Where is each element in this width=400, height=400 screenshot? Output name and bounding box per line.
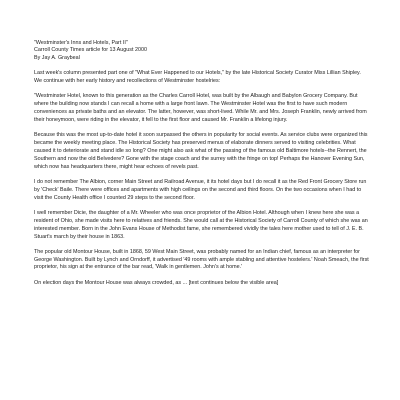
article-title: "Westminster's Inns and Hotels, Part II" xyxy=(34,40,128,46)
paragraph-intro: Last week's column presented part one of "What Ever Happened to our Hotels," by the late Historical Society Curator Miss Lillian Shipley. We continue with her early history and recollections of Westminster hostelries: xyxy=(34,70,361,85)
article-source: Carroll County Times article for 13 August 2000 xyxy=(34,47,147,54)
paragraph-montour-house: The popular old Montour House, built in 1868, 59 West Main Street, was probably named for an Indian chief, famous as an interpreter for George Washington. Built by Lynch and Orndorff, it advertised '49 rooms with ample stabling and attentive hostelers.' Noah Smeach, the first proprietor, his sign at the entrance of the bar read, 'Walk in gentlemen. John's at home.' xyxy=(34,248,369,271)
paragraph-popularity: Because this was the most up-to-date hotel it soon surpassed the others in popularity for social events. As service clubs were organized this became the weekly meeting place. The Historical Society has preserved menus of elaborate dinners served to visiting celebrities. What caused it to deteriorate and stand idle so long? One might also ask what of the passing of the famous old Baltimore hotels--the Rennert, the Southern and now the old Belvedere? Gone with the stage coach and the surrey with the fringe on top! Perhaps the Hanover Evening Sun, which now has headquarters there, might hear echoes of revels past. xyxy=(34,132,368,170)
paragraph-albion: I do not remember The Albion, corner Main Street and Railroad Avenue, it its hotel days but I do recall it as the Red Front Grocery Store run by 'Check' Baile. There were offices and apartments with high ceilings on the second and third floors. On the two occasions when I had to visit the County Health office I counted 29 steps to the second floor. xyxy=(34,178,367,201)
document-page xyxy=(34,40,369,295)
article-byline: By Jay A. Graybeal xyxy=(34,54,80,61)
article-header xyxy=(34,40,369,62)
paragraph-westminster-hotel: "Westminster Hotel, known to this generation as the Charles Carroll Hotel, was built by the Albaugh and Babylon Grocery Company. But where the building now stands I can recall a home with a large front lawn. The Westminster Hotel was the first to have such modern conveniences as private baths and an elevator. The latter, however, was short-lived. While Mr. and Mrs. Joseph Franklin, newly arrived from their honeymoon, were riding in the elevator, it fell to the first floor and caused Mr. Franklin a lifelong injury. xyxy=(34,93,367,124)
paragraph-dicie-wheeler: I well remember Dicie, the daughter of a Mr. Wheeler who was once proprietor of the Albion Hotel. Although when I knew here she was a resident of Ohio, she made visits here to relatives and friends. She would call at the Historical Society of Carroll County of which she was an interested member. Born in the John Evans House of Methodist fame, she remembered vividly the tales here mother used to tell of J. E. B. Stuart's march by their house in 1863. xyxy=(34,209,368,240)
paragraph-election-days: On election days the Montour House was always crowded, as ... [text continues below the visible area] xyxy=(34,279,279,286)
